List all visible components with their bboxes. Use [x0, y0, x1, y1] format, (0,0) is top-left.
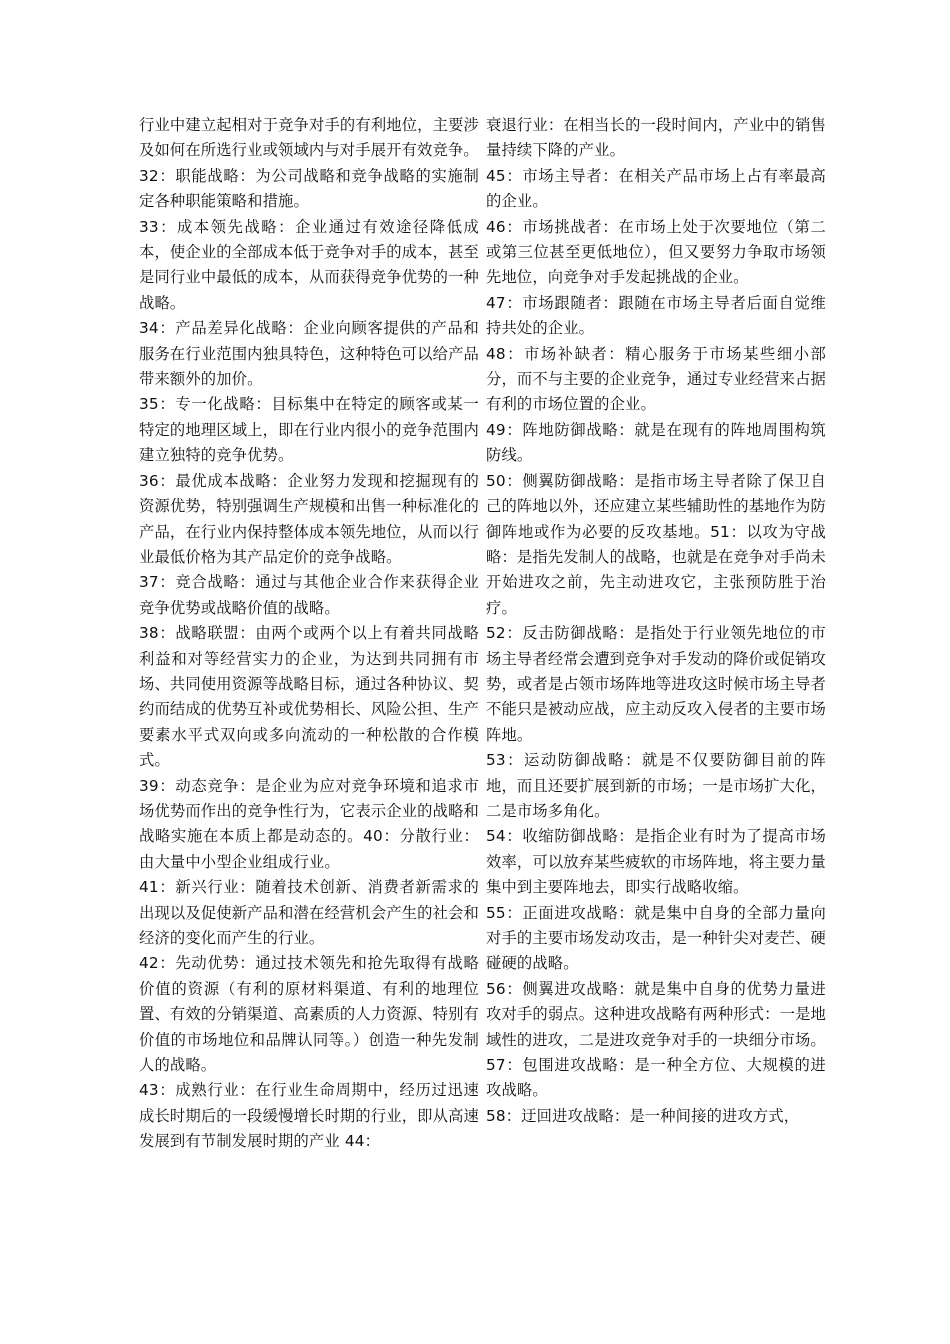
- paragraph: 34：产品差异化战略：企业向顾客提供的产品和服务在行业范围内独具特色，这种特色可以给产品带来额外的加价。: [139, 319, 479, 389]
- paragraph: 37：竞合战略：通过与其他企业合作来获得企业竞争优势或战略价值的战略。: [139, 573, 479, 617]
- paragraph: 46：市场挑战者：在市场上处于次要地位（第二或第三位甚至更低地位），但又要努力争取市场领先地位，向竞争对手发起挑战的企业。: [486, 217, 826, 287]
- paragraph: 36：最优成本战略：企业努力发现和挖掘现有的资源优势，特别强调生产规模和出售一种标准化的产品，在行业内保持整体成本领先地位，从而以行业最低价格为其产品定价的竞争战略。: [139, 471, 479, 566]
- paragraph: 53：运动防御战略：就是不仅要防御目前的阵地，而且还要扩展到新的市场；一是市场扩大化，二是市场多角化。: [486, 751, 826, 820]
- paragraph: 48：市场补缺者：精心服务于市场某些细小部分，而不与主要的企业竞争，通过专业经营来占据有利的市场位置的企业。: [486, 344, 826, 414]
- paragraph: 41：新兴行业：随着技术创新、消费者新需求的出现以及促使新产品和潜在经营机会产生的社会和经济的变化而产生的行业。: [139, 878, 479, 947]
- paragraph: 56：侧翼进攻战略：就是集中自身的优势力量进攻对手的弱点。这种进攻战略有两种形式：一是地域性的进攻，二是进攻竞争对手的一块细分市场。: [486, 979, 826, 1049]
- paragraph: 42：先动优势：通过技术领先和抢先取得有战略价值的资源（有利的原材料渠道、有利的地理位置、有效的分销渠道、高素质的人力资源、特别有价值的市场地位和品牌认同等。）创造一种先发制人的战略。: [139, 954, 479, 1075]
- paragraph: 39：动态竞争：是企业为应对竞争环境和追求市场优势而作出的竞争性行为，它表示企业的战略和战略实施在本质上都是动态的。40：分散行业：由大量中小型企业组成行业。: [139, 776, 479, 871]
- paragraph: 50：侧翼防御战略：是指市场主导者除了保卫自己的阵地以外，还应建立某些辅助性的基地作为防御阵地或作为必要的反攻基地。51：以攻为守战略：是指先发制人的战略，也就是在竞争对手尚未开始进攻之前，先主动进攻它，主张预防胜于治疗。: [486, 471, 826, 617]
- paragraph: 衰退行业：在相当长的一段时间内，产业中的销售量持续下降的产业。: [486, 116, 826, 160]
- paragraph: 35：专一化战略：目标集中在特定的顾客或某一特定的地理区域上，即在行业内很小的竞争范围内建立独特的竞争优势。: [139, 395, 479, 465]
- left-text-column: [139, 113, 479, 1155]
- paragraph: 43：成熟行业：在行业生命周期中，经历过迅速成长时期后的一段缓慢增长时期的行业，即从高速发展到有节制发展时期的产业 44：: [139, 1081, 479, 1151]
- paragraph: 58：迂回进攻战略：是一种间接的进攻方式，: [486, 1106, 800, 1125]
- paragraph: 54：收缩防御战略：是指企业有时为了提高市场效率，可以放弃某些疲软的市场阵地，将主要力量集中到主要阵地去，即实行战略收缩。: [486, 827, 826, 897]
- right-text-column: [486, 113, 826, 1129]
- paragraph: 55：正面进攻战略：就是集中自身的全部力量向对手的主要市场发动攻击，是一种针尖对麦芒、硬碰硬的战略。: [486, 903, 826, 973]
- paragraph: 49：阵地防御战略：就是在现有的阵地周围构筑防线。: [486, 420, 826, 465]
- paragraph: 57：包围进攻战略：是一种全方位、大规模的进攻战略。: [486, 1056, 826, 1100]
- paragraph: 52：反击防御战略：是指处于行业领先地位的市场主导者经常会遭到竞争对手发动的降价或促销攻势，或者是占领市场阵地等进攻这时候市场主导者不能只是被动应战，应主动反攻入侵者的主要市场阵地。: [486, 624, 826, 744]
- paragraph: 32：职能战略：为公司战略和竞争战略的实施制定各种职能策略和措施。: [139, 166, 479, 211]
- paragraph: 行业中建立起相对于竞争对手的有利地位，主要涉及如何在所选行业或领域内与对手展开有效竞争。: [139, 116, 479, 160]
- paragraph: 33：成本领先战略：企业通过有效途径降低成本，使企业的全部成本低于竞争对手的成本，甚至是同行业中最低的成本，从而获得竞争优势的一种战略。: [139, 217, 479, 312]
- paragraph: 45：市场主导者：在相关产品市场上占有率最高的企业。: [486, 166, 826, 211]
- paragraph: 38：战略联盟：由两个或两个以上有着共同战略利益和对等经营实力的企业，为达到共同拥有市场、共同使用资源等战略目标，通过各种协议、契约而结成的优势互补或优势相长、风险公担、生产要素水平式双向或多向流动的一种松散的合作模式。: [139, 624, 479, 770]
- paragraph: 47：市场跟随者：跟随在市场主导者后面自觉维持共处的企业。: [486, 293, 826, 338]
